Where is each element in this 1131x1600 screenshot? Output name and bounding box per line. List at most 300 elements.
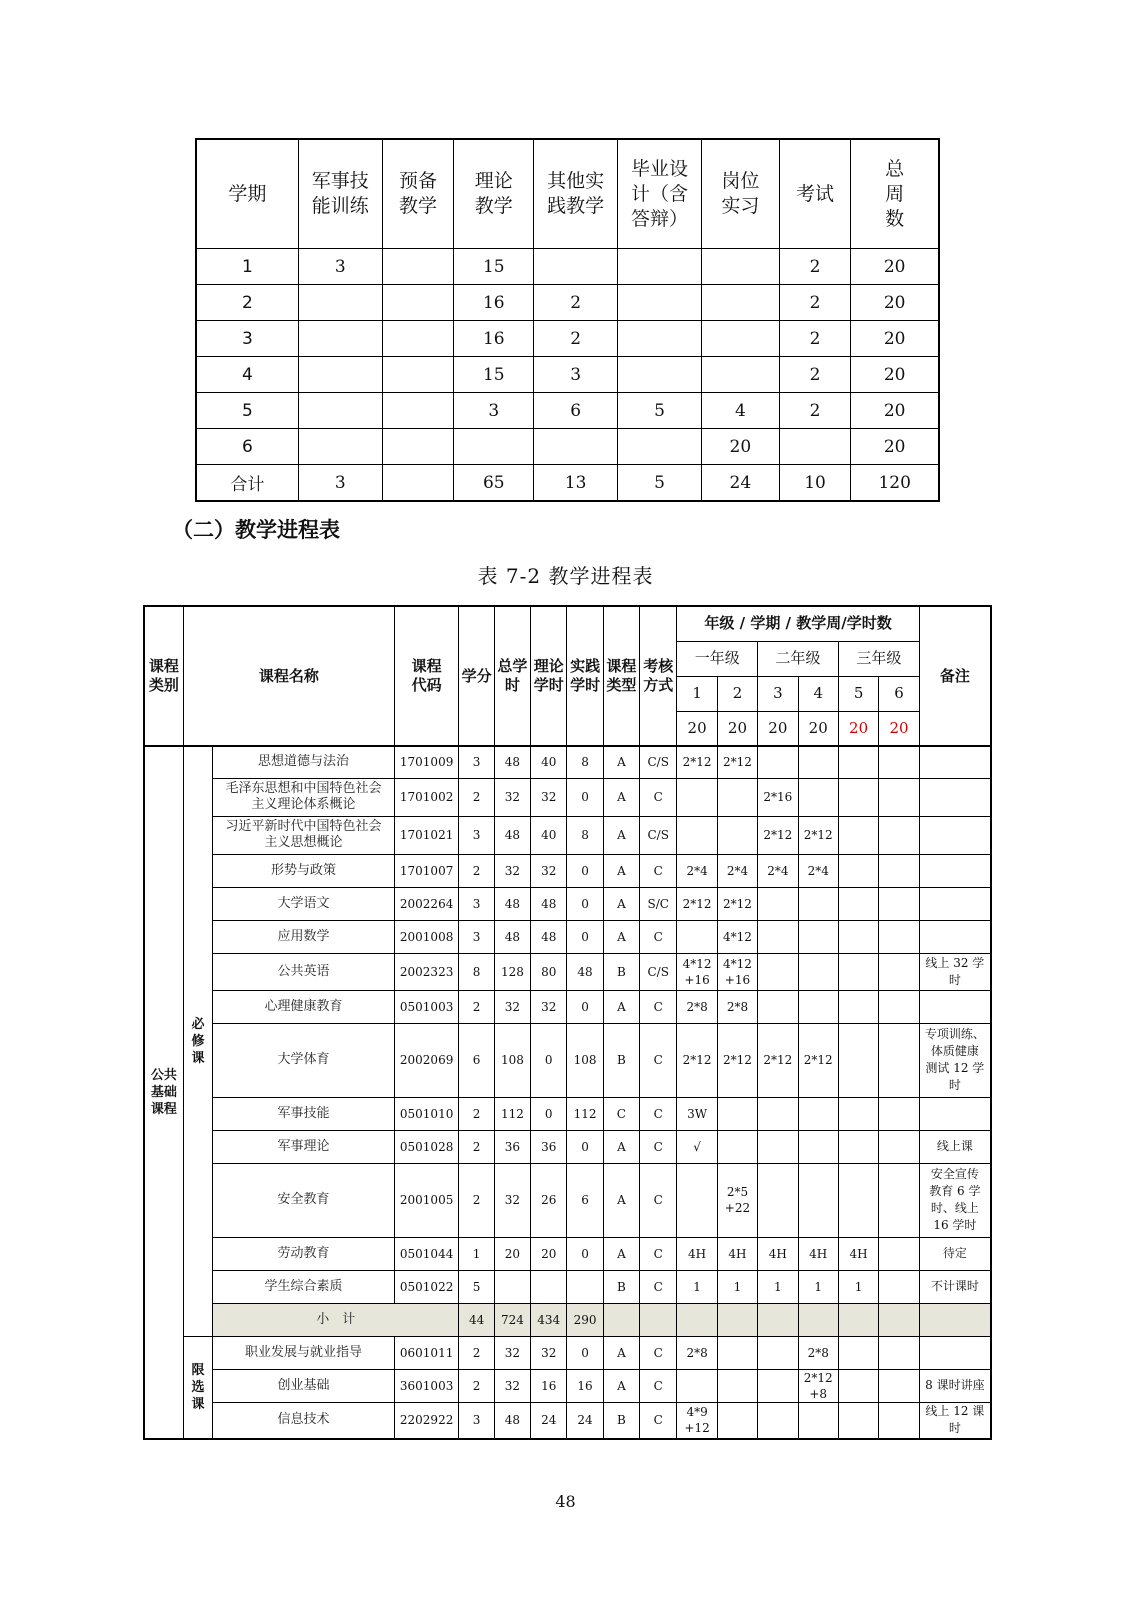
course-note — [919, 887, 991, 920]
table1-cell — [382, 357, 454, 393]
course-exam: C — [640, 990, 677, 1023]
course-s4 — [798, 746, 838, 778]
course-s3 — [758, 1402, 798, 1439]
course-type: B — [603, 1402, 639, 1439]
table1-cell: 2 — [779, 249, 851, 285]
subtotal-empty-cell — [640, 1303, 677, 1336]
course-theory: 24 — [531, 1402, 567, 1439]
course-theory: 20 — [531, 1237, 567, 1270]
table1-header-cell: 总 周 数 — [851, 139, 939, 249]
course-s2 — [717, 816, 757, 854]
course-s6 — [879, 1270, 919, 1303]
course-s4: 2*12 — [798, 816, 838, 854]
course-total: 48 — [494, 920, 530, 953]
course-name: 公共英语 — [213, 953, 395, 990]
course-code: 2001005 — [394, 1163, 459, 1237]
table1-cell — [534, 429, 618, 465]
course-type: B — [603, 953, 639, 990]
header-total-hours: 总学 时 — [494, 606, 530, 746]
subtotal-empty-cell — [603, 1303, 639, 1336]
course-theory: 48 — [531, 920, 567, 953]
header-weeks: 20 — [758, 711, 798, 746]
course-s4 — [798, 887, 838, 920]
table1-cell — [701, 249, 779, 285]
course-total: 112 — [494, 1097, 530, 1130]
course-s1 — [677, 1163, 717, 1237]
course-s3 — [758, 990, 798, 1023]
header-category: 课程 类别 — [144, 606, 183, 746]
table-row — [144, 816, 991, 854]
course-s1: 2*8 — [677, 1336, 717, 1369]
course-credit: 2 — [459, 1369, 494, 1402]
course-exam: C — [640, 920, 677, 953]
course-theory: 48 — [531, 887, 567, 920]
course-s1: 1 — [677, 1270, 717, 1303]
course-theory: 36 — [531, 1130, 567, 1163]
course-s6 — [879, 953, 919, 990]
teaching-schedule-table — [143, 605, 992, 1440]
course-total: 32 — [494, 990, 530, 1023]
table1-cell — [298, 357, 382, 393]
semester-weeks-table — [195, 138, 940, 502]
course-s4 — [798, 1163, 838, 1237]
course-s6 — [879, 1097, 919, 1130]
course-practice: 0 — [567, 990, 603, 1023]
course-s5 — [838, 1023, 878, 1097]
course-note — [919, 778, 991, 816]
header-schedule: 年级 / 学期 / 教学周/学时数 — [677, 606, 919, 641]
table1-header-cell: 考试 — [779, 139, 851, 249]
course-credit: 2 — [459, 1097, 494, 1130]
course-s3: 2*4 — [758, 854, 798, 887]
course-s3: 2*12 — [758, 1023, 798, 1097]
course-name: 毛泽东思想和中国特色社会 主义理论体系概论 — [213, 778, 395, 816]
course-note: 安全宣传 教育 6 学 时、线上 16 学时 — [919, 1163, 991, 1237]
table-row — [144, 1402, 991, 1439]
course-code: 0501022 — [394, 1270, 459, 1303]
table-row — [196, 249, 939, 285]
table1-header-cell: 预备 教学 — [382, 139, 454, 249]
course-practice: 0 — [567, 778, 603, 816]
course-type: A — [603, 746, 639, 778]
course-note — [919, 746, 991, 778]
table-row — [196, 321, 939, 357]
header-practice-hours: 实践 学时 — [567, 606, 603, 746]
table1-cell — [382, 429, 454, 465]
course-credit: 1 — [459, 1237, 494, 1270]
course-type: A — [603, 1336, 639, 1369]
page-number: 48 — [555, 1492, 576, 1511]
course-theory: 32 — [531, 854, 567, 887]
course-code: 1701002 — [394, 778, 459, 816]
header-year-3: 三年级 — [838, 641, 919, 676]
course-type: A — [603, 990, 639, 1023]
header-semester: 6 — [879, 676, 919, 711]
course-credit: 2 — [459, 990, 494, 1023]
course-name: 学生综合素质 — [213, 1270, 395, 1303]
course-note: 线上课 — [919, 1130, 991, 1163]
course-s3 — [758, 1097, 798, 1130]
course-s4: 4H — [798, 1237, 838, 1270]
course-s5 — [838, 887, 878, 920]
course-total: 48 — [494, 746, 530, 778]
table-row — [144, 778, 991, 816]
table1-cell: 4 — [196, 357, 298, 393]
course-s6 — [879, 746, 919, 778]
course-s2 — [717, 1402, 757, 1439]
course-note — [919, 854, 991, 887]
course-s4 — [798, 1097, 838, 1130]
course-s4: 2*4 — [798, 854, 838, 887]
course-s5 — [838, 920, 878, 953]
course-practice: 6 — [567, 1163, 603, 1237]
table1-cell — [382, 465, 454, 502]
course-exam: C — [640, 1336, 677, 1369]
course-credit: 5 — [459, 1270, 494, 1303]
course-exam: C/S — [640, 816, 677, 854]
course-type: A — [603, 920, 639, 953]
course-s3 — [758, 887, 798, 920]
course-note — [919, 1336, 991, 1369]
course-type: A — [603, 816, 639, 854]
course-s1: √ — [677, 1130, 717, 1163]
course-s6 — [879, 1130, 919, 1163]
course-total: 48 — [494, 1402, 530, 1439]
course-s6 — [879, 1336, 919, 1369]
table1-cell — [618, 357, 702, 393]
course-s2: 1 — [717, 1270, 757, 1303]
course-name: 安全教育 — [213, 1163, 395, 1237]
section-heading: （二）教学进程表 — [172, 518, 340, 542]
table1-cell: 65 — [454, 465, 534, 502]
course-s1: 3W — [677, 1097, 717, 1130]
course-s2: 4*12 — [717, 920, 757, 953]
course-s4 — [798, 1130, 838, 1163]
table1-cell — [618, 285, 702, 321]
table-row — [144, 746, 991, 778]
course-s6 — [879, 887, 919, 920]
course-total: 20 — [494, 1237, 530, 1270]
course-s2: 4*12 +16 — [717, 953, 757, 990]
course-credit: 8 — [459, 953, 494, 990]
course-s3: 1 — [758, 1270, 798, 1303]
course-exam: C — [640, 854, 677, 887]
course-s6 — [879, 1369, 919, 1402]
course-credit: 3 — [459, 1402, 494, 1439]
course-note — [919, 1097, 991, 1130]
course-practice: 0 — [567, 920, 603, 953]
course-exam: C — [640, 1237, 677, 1270]
table1-header-cell: 毕业设 计（含 答辩） — [618, 139, 702, 249]
course-s5 — [838, 1402, 878, 1439]
course-type: B — [603, 1270, 639, 1303]
course-exam: C — [640, 1097, 677, 1130]
course-s3 — [758, 746, 798, 778]
course-s1: 2*12 — [677, 746, 717, 778]
course-s4 — [798, 990, 838, 1023]
table1-cell — [298, 429, 382, 465]
course-s1 — [677, 920, 717, 953]
course-code: 1701009 — [394, 746, 459, 778]
course-s4 — [798, 778, 838, 816]
course-code: 2002264 — [394, 887, 459, 920]
course-practice — [567, 1270, 603, 1303]
course-s1: 2*4 — [677, 854, 717, 887]
table1-cell — [454, 429, 534, 465]
course-type: A — [603, 1130, 639, 1163]
table1-cell: 2 — [534, 285, 618, 321]
course-s1: 2*8 — [677, 990, 717, 1023]
course-s3 — [758, 1163, 798, 1237]
subtotal-empty-cell — [879, 1303, 919, 1336]
course-s3: 2*12 — [758, 816, 798, 854]
course-practice: 112 — [567, 1097, 603, 1130]
table1-cell: 15 — [454, 249, 534, 285]
table-row — [144, 1023, 991, 1097]
course-total: 32 — [494, 1163, 530, 1237]
table1-cell — [701, 285, 779, 321]
course-code: 0501028 — [394, 1130, 459, 1163]
table1-cell: 4 — [701, 393, 779, 429]
course-practice: 16 — [567, 1369, 603, 1402]
course-name: 大学语文 — [213, 887, 395, 920]
course-s1 — [677, 778, 717, 816]
table1-cell — [298, 285, 382, 321]
course-exam: C — [640, 1163, 677, 1237]
header-course-code: 课程 代码 — [394, 606, 459, 746]
course-s6 — [879, 778, 919, 816]
table1-cell: 5 — [618, 465, 702, 502]
course-name: 形势与政策 — [213, 854, 395, 887]
course-type: A — [603, 854, 639, 887]
course-note: 线上 12 课 时 — [919, 1402, 991, 1439]
table1-cell: 16 — [454, 321, 534, 357]
course-s6 — [879, 1402, 919, 1439]
course-s2: 2*12 — [717, 1023, 757, 1097]
course-practice: 0 — [567, 1130, 603, 1163]
course-name: 军事技能 — [213, 1097, 395, 1130]
table1-cell: 20 — [851, 357, 939, 393]
course-credit: 2 — [459, 1163, 494, 1237]
table1-cell — [701, 321, 779, 357]
course-code: 0501044 — [394, 1237, 459, 1270]
header-semester: 1 — [677, 676, 717, 711]
course-code: 0601011 — [394, 1336, 459, 1369]
table-row — [196, 465, 939, 502]
course-note: 8 课时讲座 — [919, 1369, 991, 1402]
course-note: 专项训练、 体质健康 测试 12 学 时 — [919, 1023, 991, 1097]
course-credit: 3 — [459, 746, 494, 778]
table1-cell: 20 — [851, 285, 939, 321]
subtotal-total: 724 — [494, 1303, 530, 1336]
table1-header-cell: 岗位 实习 — [701, 139, 779, 249]
table1-cell: 20 — [851, 429, 939, 465]
table1-cell — [618, 321, 702, 357]
table1-cell: 3 — [298, 249, 382, 285]
table-row — [196, 357, 939, 393]
course-s5 — [838, 990, 878, 1023]
course-code: 2002069 — [394, 1023, 459, 1097]
course-code: 1701021 — [394, 816, 459, 854]
course-s5 — [838, 816, 878, 854]
course-s1 — [677, 816, 717, 854]
header-course-name: 课程名称 — [183, 606, 394, 746]
course-s6 — [879, 854, 919, 887]
course-code: 0501010 — [394, 1097, 459, 1130]
course-s2: 2*8 — [717, 990, 757, 1023]
header-semester: 5 — [838, 676, 878, 711]
header-year-2: 二年级 — [758, 641, 839, 676]
course-credit: 2 — [459, 1336, 494, 1369]
table1-cell — [618, 429, 702, 465]
subtotal-empty-cell — [717, 1303, 757, 1336]
course-total: 108 — [494, 1023, 530, 1097]
table-row — [144, 887, 991, 920]
course-s2: 2*12 — [717, 746, 757, 778]
course-s6 — [879, 990, 919, 1023]
course-total: 32 — [494, 1336, 530, 1369]
table-row — [144, 1163, 991, 1237]
course-s3 — [758, 1336, 798, 1369]
course-s6 — [879, 816, 919, 854]
subtotal-empty-cell — [677, 1303, 717, 1336]
table1-cell — [701, 357, 779, 393]
table-row — [144, 1237, 991, 1270]
table-row — [144, 920, 991, 953]
course-note: 待定 — [919, 1237, 991, 1270]
course-name: 创业基础 — [213, 1369, 395, 1402]
course-credit: 3 — [459, 920, 494, 953]
table1-cell — [534, 249, 618, 285]
header-weeks: 20 — [838, 711, 878, 746]
course-practice: 24 — [567, 1402, 603, 1439]
table1-header-cell: 军事技 能训练 — [298, 139, 382, 249]
table1-cell: 20 — [851, 321, 939, 357]
table-row — [144, 953, 991, 990]
table1-cell: 2 — [779, 321, 851, 357]
course-s5 — [838, 1163, 878, 1237]
subtotal-theory: 434 — [531, 1303, 567, 1336]
course-exam: C/S — [640, 746, 677, 778]
course-s4: 2*12 — [798, 1023, 838, 1097]
table1-cell: 5 — [196, 393, 298, 429]
course-s6 — [879, 1237, 919, 1270]
course-name: 信息技术 — [213, 1402, 395, 1439]
table-row — [144, 1336, 991, 1369]
table1-cell: 2 — [779, 357, 851, 393]
course-code: 2001008 — [394, 920, 459, 953]
category-public-basic: 公共 基础 课程 — [144, 746, 183, 1439]
course-s1: 2*12 — [677, 1023, 717, 1097]
course-theory: 16 — [531, 1369, 567, 1402]
header-weeks: 20 — [879, 711, 919, 746]
table1-header-cell: 理论 教学 — [454, 139, 534, 249]
table-row — [144, 1097, 991, 1130]
course-theory: 40 — [531, 816, 567, 854]
course-s2: 2*4 — [717, 854, 757, 887]
course-type: A — [603, 1237, 639, 1270]
table1-cell: 3 — [454, 393, 534, 429]
course-practice: 0 — [567, 1336, 603, 1369]
course-note — [919, 990, 991, 1023]
course-s5 — [838, 1130, 878, 1163]
course-theory: 32 — [531, 990, 567, 1023]
subtotal-empty-cell — [838, 1303, 878, 1336]
course-type: A — [603, 1163, 639, 1237]
table1-cell: 3 — [196, 321, 298, 357]
course-s2 — [717, 1097, 757, 1130]
course-s3 — [758, 953, 798, 990]
course-s4: 2*12 +8 — [798, 1369, 838, 1402]
table-row — [144, 854, 991, 887]
course-code: 3601003 — [394, 1369, 459, 1402]
course-note — [919, 816, 991, 854]
course-name: 应用数学 — [213, 920, 395, 953]
table1-cell: 15 — [454, 357, 534, 393]
course-total: 36 — [494, 1130, 530, 1163]
course-total: 48 — [494, 887, 530, 920]
table1-cell: 2 — [534, 321, 618, 357]
table1-cell: 24 — [701, 465, 779, 502]
course-name: 职业发展与就业指导 — [213, 1336, 395, 1369]
course-note: 线上 32 学 时 — [919, 953, 991, 990]
header-semester: 3 — [758, 676, 798, 711]
course-name: 劳动教育 — [213, 1237, 395, 1270]
course-s3: 4H — [758, 1237, 798, 1270]
table-row — [196, 393, 939, 429]
header-year-1: 一年级 — [677, 641, 758, 676]
header-weeks: 20 — [677, 711, 717, 746]
course-name: 军事理论 — [213, 1130, 395, 1163]
course-theory: 26 — [531, 1163, 567, 1237]
course-s4 — [798, 953, 838, 990]
course-s5 — [838, 1369, 878, 1402]
course-s2 — [717, 778, 757, 816]
course-theory: 80 — [531, 953, 567, 990]
table1-cell: 20 — [701, 429, 779, 465]
table1-cell: 3 — [534, 357, 618, 393]
header-semester: 2 — [717, 676, 757, 711]
header-theory-hours: 理论 学时 — [531, 606, 567, 746]
course-total: 32 — [494, 1369, 530, 1402]
course-s4 — [798, 1402, 838, 1439]
category-required: 必 修 课 — [183, 746, 212, 1336]
course-s6 — [879, 1163, 919, 1237]
header-credit: 学分 — [459, 606, 494, 746]
table1-cell: 2 — [196, 285, 298, 321]
course-practice: 48 — [567, 953, 603, 990]
course-s4: 2*8 — [798, 1336, 838, 1369]
header-notes: 备注 — [919, 606, 991, 746]
category-limited-elective: 限 选 课 — [183, 1336, 212, 1439]
course-s1: 4*12 +16 — [677, 953, 717, 990]
table1-cell: 120 — [851, 465, 939, 502]
course-practice: 0 — [567, 1237, 603, 1270]
course-s2: 2*5 +22 — [717, 1163, 757, 1237]
course-s1: 4*9 +12 — [677, 1402, 717, 1439]
course-s1: 2*12 — [677, 887, 717, 920]
table1-cell: 3 — [298, 465, 382, 502]
course-total: 128 — [494, 953, 530, 990]
course-s5: 4H — [838, 1237, 878, 1270]
course-s1 — [677, 1369, 717, 1402]
course-theory: 0 — [531, 1023, 567, 1097]
course-s2 — [717, 1369, 757, 1402]
course-s1: 4H — [677, 1237, 717, 1270]
table-row — [144, 1270, 991, 1303]
course-theory: 0 — [531, 1097, 567, 1130]
header-weeks: 20 — [798, 711, 838, 746]
